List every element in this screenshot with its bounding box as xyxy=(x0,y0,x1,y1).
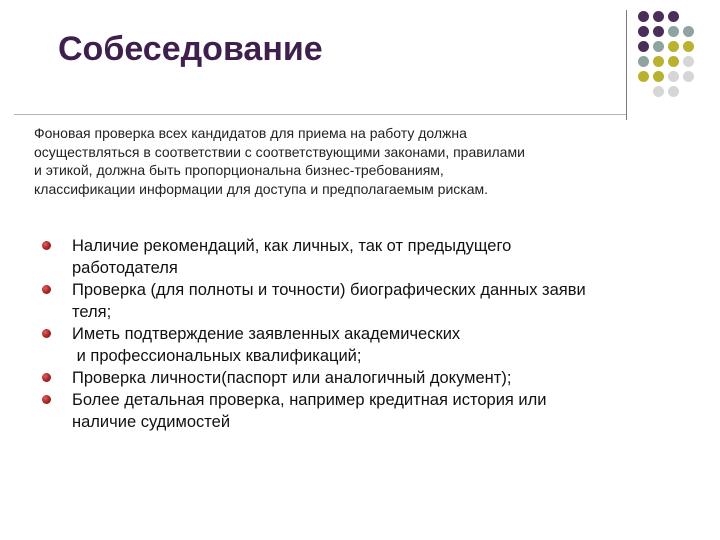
bullet-text: Иметь подтверждение заявленных академических xyxy=(72,325,461,343)
decor-dot xyxy=(653,86,664,97)
slide-title: Собеседование xyxy=(58,30,323,68)
bullet-item xyxy=(42,279,586,323)
decor-dot xyxy=(668,11,679,22)
bullet-text: наличие судимостей xyxy=(72,413,231,431)
decor-dot xyxy=(683,56,694,67)
decor-dot xyxy=(683,26,694,37)
bullet-text: теля; xyxy=(72,303,112,321)
decor-dot xyxy=(638,86,649,97)
bullet-item xyxy=(42,235,586,279)
intro-line: Фоновая проверка всех кандидатов для приема на работу должна xyxy=(34,125,467,141)
decor-dot xyxy=(638,101,649,112)
bullet-text: Более детальная проверка, например кредитная история или xyxy=(72,391,547,409)
bullet-list xyxy=(42,235,586,433)
decor-dot xyxy=(638,26,649,37)
decor-dot xyxy=(653,101,664,112)
bullet-icon xyxy=(42,285,51,294)
bullet-item xyxy=(42,367,586,389)
intro-line: классификации информации для доступа и предполагаемым рискам. xyxy=(34,180,489,197)
decor-dot xyxy=(653,56,664,67)
intro-paragraph xyxy=(34,124,624,198)
intro-line: осуществляться в соответствии с соответствующими законами, правилами xyxy=(34,143,525,160)
bullet-text: и профессиональных квалификаций; xyxy=(72,347,362,365)
bullet-icon xyxy=(42,373,51,382)
decor-dot xyxy=(653,11,664,22)
decor-dot xyxy=(653,41,664,52)
bullet-icon xyxy=(42,241,51,250)
bullet-item xyxy=(42,323,586,367)
vertical-divider xyxy=(626,10,627,120)
bullet-text: Наличие рекомендаций, как личных, так от предыдущего xyxy=(72,237,512,255)
decor-dot xyxy=(668,41,679,52)
decor-dot xyxy=(668,26,679,37)
bullet-item xyxy=(42,389,586,433)
decor-dot xyxy=(668,56,679,67)
decor-dot xyxy=(683,11,694,22)
decor-dot xyxy=(683,71,694,82)
decor-dot xyxy=(668,86,679,97)
bullet-text: Проверка личности(паспорт или аналогичный документ); xyxy=(72,369,512,387)
bullet-icon xyxy=(42,329,51,338)
horizontal-divider xyxy=(14,114,626,115)
decor-dot xyxy=(668,71,679,82)
decor-dot xyxy=(683,41,694,52)
decor-dot xyxy=(683,101,694,112)
decor-dot xyxy=(638,56,649,67)
intro-line: и этикой, должна быть пропорциональна бизнес-требованиям, xyxy=(34,162,444,178)
decor-dot xyxy=(653,26,664,37)
bullet-text: работодателя xyxy=(72,259,178,277)
decor-dot xyxy=(638,41,649,52)
decor-dot xyxy=(683,86,694,97)
decor-dot xyxy=(668,101,679,112)
decor-dot xyxy=(638,71,649,82)
decor-dot xyxy=(638,11,649,22)
bullet-icon xyxy=(42,395,51,404)
decorative-dot-grid xyxy=(636,9,696,114)
decor-dot xyxy=(653,71,664,82)
bullet-text: Проверка (для полноты и точности) биографических данных заяви xyxy=(72,281,586,299)
